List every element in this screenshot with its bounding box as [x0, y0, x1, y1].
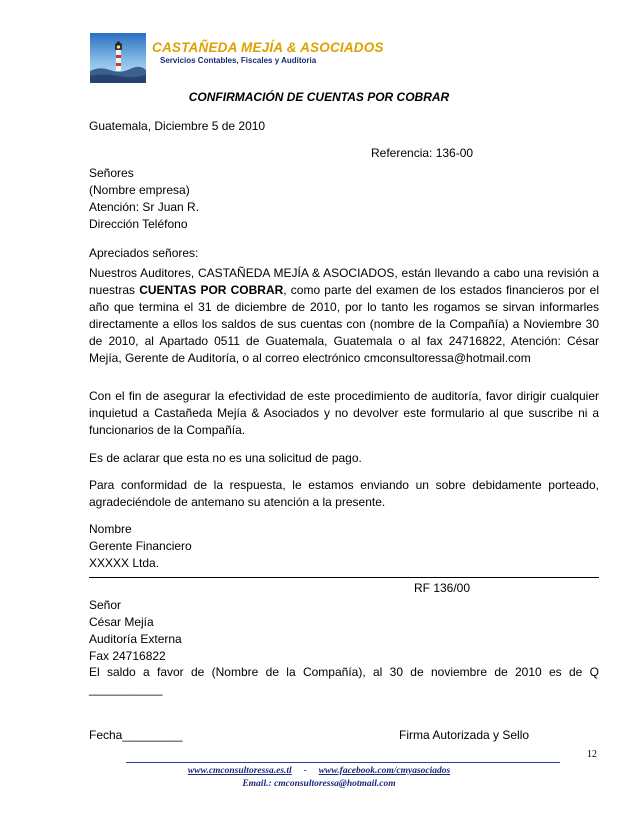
- recipient-block: [89, 597, 182, 665]
- addressee-line: (Nombre empresa): [89, 183, 190, 197]
- paragraph-text: , como parte del examen de los estados financieros por el año que termina el 31 de diciembre de 2010, por lo tanto les rogamos se sirvan informarles directamente a ellos los saldos de sus cuentas con (nombre de la Compañía) a Noviembre 30 de 2010, al Apartado 0511 de Guatemala, Guatemala o al fax 24716822, Atención: César Mejía, Gerente de Auditoría, o al correo electrónico cmconsultoressa@hotmail.com: [89, 283, 599, 365]
- recipient-line: César Mejía: [89, 615, 154, 629]
- reference: Referencia: 136-00: [371, 146, 474, 160]
- brand-name: CASTAÑEDA MEJÍA & ASOCIADOS: [152, 40, 384, 55]
- footer-links: [0, 766, 638, 776]
- paragraph-instructions: Con el fin de asegurar la efectividad de este procedimiento de auditoría, favor dirigir cualquier inquietud a Castañeda Mejía & Asociados y no devolver este formulario al que suscribe ni a funcionarios de la Compañía.: [89, 389, 599, 437]
- recipient-line: Fax 24716822: [89, 649, 166, 663]
- footer-rule: [126, 762, 560, 763]
- date-field: Fecha_________: [89, 728, 183, 742]
- signer-line: Nombre: [89, 522, 132, 536]
- footer-email[interactable]: Email.: cmconsultoressa@hotmail.com: [242, 779, 396, 789]
- balance-line: El saldo a favor de (Nombre de la Compañía), al 30 de noviembre de 2010 es de Q ___________: [89, 665, 599, 696]
- emphasis-text: CUENTAS POR COBRAR: [139, 283, 284, 297]
- document-title: CONFIRMACIÓN DE CUENTAS POR COBRAR: [188, 90, 450, 104]
- paragraph-not-payment: Es de aclarar que esta no es una solicitud de pago.: [89, 451, 362, 465]
- addressee-line: Atención: Sr Juan R.: [89, 200, 200, 214]
- separator-rule: [89, 577, 599, 578]
- footer-separator: -: [303, 766, 307, 776]
- signer-block: [89, 521, 192, 572]
- website-link[interactable]: www.cmconsultoressa.es.tl: [187, 766, 292, 776]
- recipient-line: Señor: [89, 598, 122, 612]
- facebook-link[interactable]: www.facebook.com/cmyasociados: [318, 766, 451, 776]
- signature-field: Firma Autorizada y Sello: [399, 728, 530, 742]
- brand-tagline: Servicios Contables, Fiscales y Auditoria: [160, 56, 317, 65]
- addressee-block: [89, 165, 199, 233]
- rf-reference: RF 136/00: [414, 581, 471, 595]
- date-line: Guatemala, Diciembre 5 de 2010: [89, 119, 266, 133]
- lighthouse-logo-icon: [90, 33, 146, 83]
- recipient-line: Auditoría Externa: [89, 632, 182, 646]
- paragraph-envelope: Para conformidad de la respuesta, le estamos enviando un sobre debidamente porteado, agradeciéndole de antemano su atención a la presente.: [89, 478, 599, 509]
- page-number: 12: [587, 749, 597, 760]
- addressee-line: Dirección Teléfono: [89, 217, 188, 231]
- paragraph-request: [89, 265, 599, 367]
- signer-line: Gerente Financiero: [89, 539, 192, 553]
- signer-line: XXXXX Ltda.: [89, 556, 160, 570]
- paragraph-text: Nuestros Auditores, CASTAÑEDA MEJÍA & ASOCIADOS, están llevando a cabo una revisión a nuestras: [89, 266, 599, 297]
- greeting: Apreciados señores:: [89, 246, 199, 260]
- addressee-line: Señores: [89, 166, 134, 180]
